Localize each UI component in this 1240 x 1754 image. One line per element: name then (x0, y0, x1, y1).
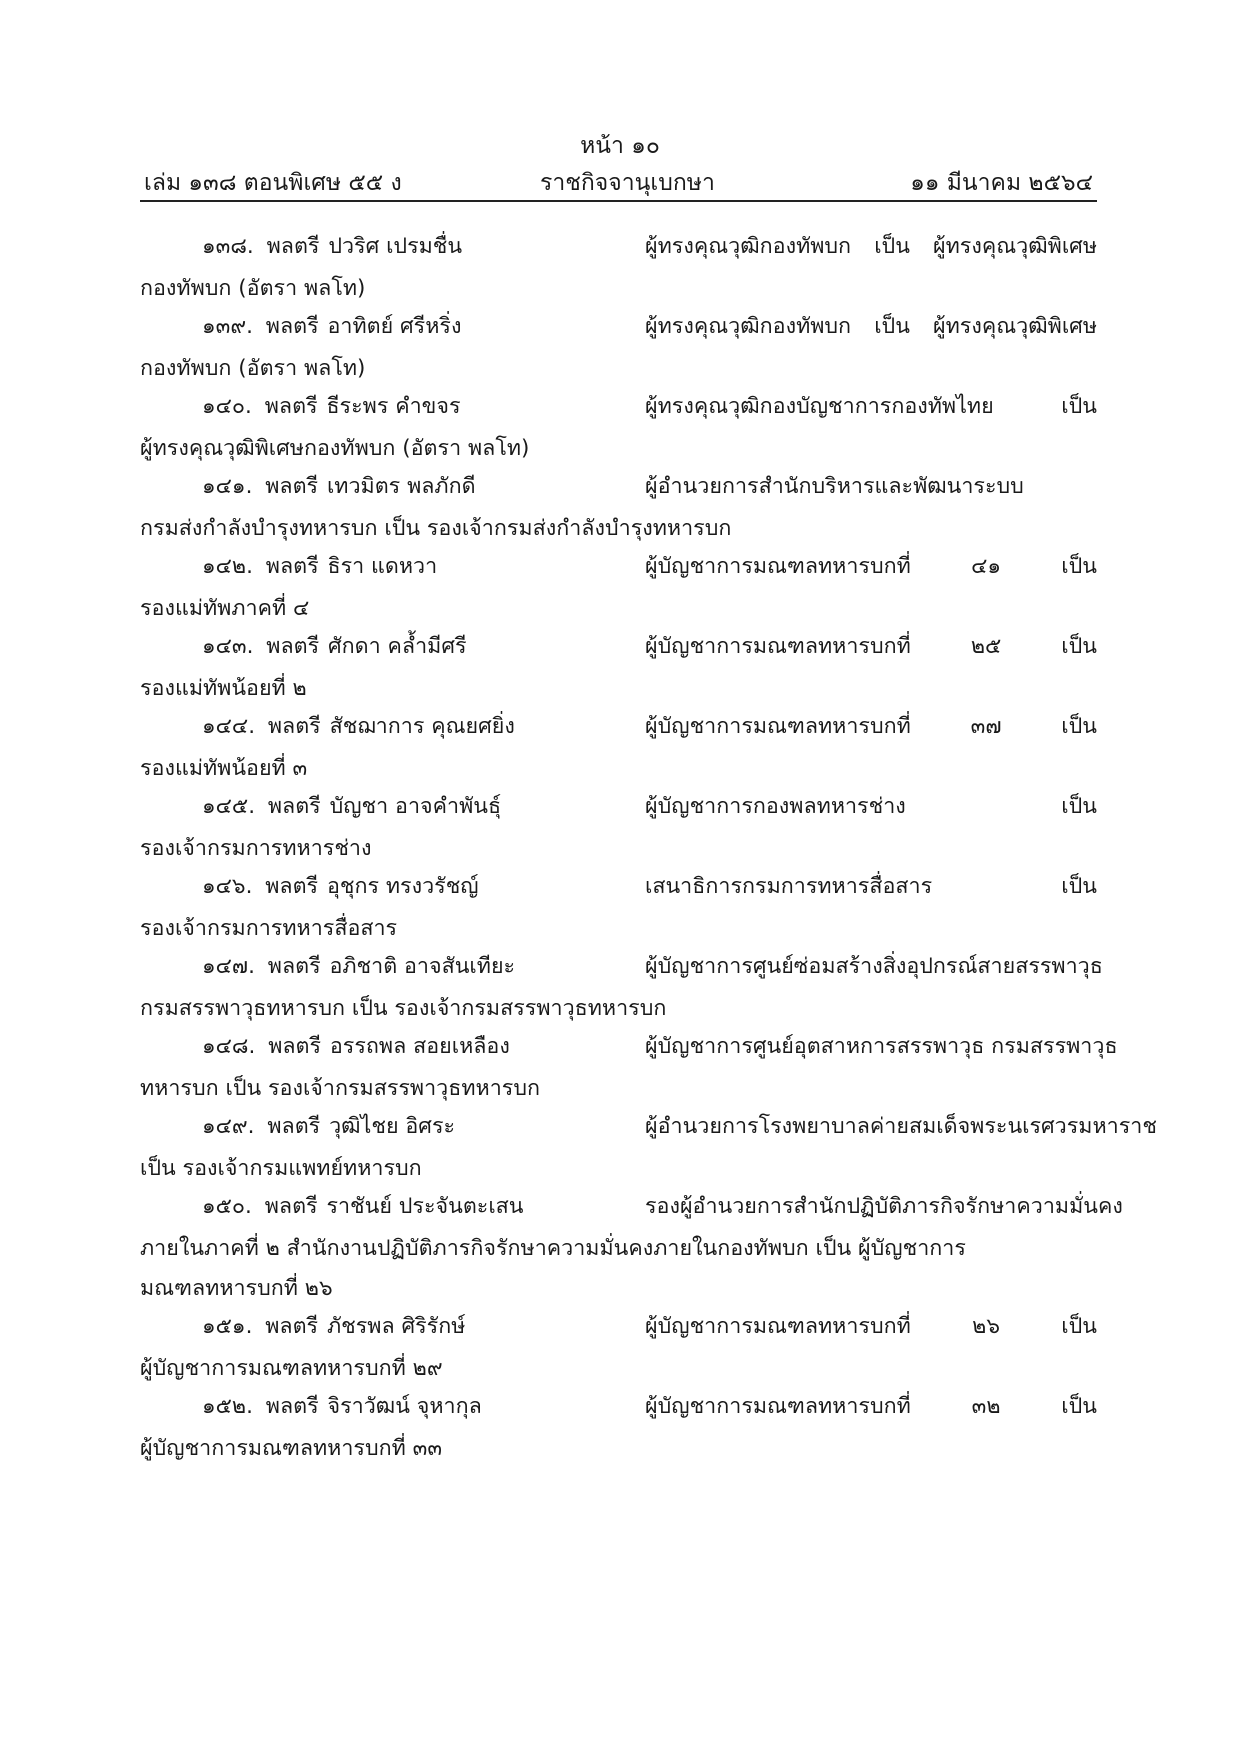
entry-number: ๑๓๘. (202, 234, 254, 259)
entry-person (202, 1109, 455, 1143)
entry-continuation: เป็น รองเจ้ากรมแพทย์ทหารบก (140, 1156, 422, 1181)
entry-rank: พลตรี (267, 1114, 321, 1139)
entry-person (202, 1029, 510, 1063)
entry-position: ผู้ทรงคุณวุฒิกองบัญชาการกองทัพไทย เป็น (645, 394, 1097, 419)
entry-position: ผู้บัญชาการกองพลทหารช่าง เป็น (645, 794, 1097, 819)
entry-continuation: กองทัพบก (อัตรา พลโท) (140, 356, 366, 381)
entry-first-line (140, 709, 1097, 749)
entry-rank: พลตรี (265, 874, 319, 899)
entry-person (202, 789, 501, 823)
entry-number: ๑๓๙. (202, 314, 253, 339)
entry-position: ผู้อำนวยการสำนักบริหารและพัฒนาระบบ (645, 474, 1024, 499)
header-divider (140, 200, 1097, 202)
entry-name: อุชุกร ทรงวรัชญ์ (326, 874, 479, 899)
entry-first-line (140, 229, 1097, 269)
entry-number: ๑๕๐. (202, 1194, 252, 1219)
entry-first-line (140, 789, 1097, 829)
appointment-entry (140, 629, 1097, 709)
entry-person (202, 869, 479, 903)
entry-rank: พลตรี (266, 234, 320, 259)
entry-position: ผู้ทรงคุณวุฒิกองทัพบก เป็น ผู้ทรงคุณวุฒิพิเศษ (645, 314, 1097, 339)
entry-first-line (140, 949, 1103, 989)
entry-rank: พลตรี (264, 1194, 318, 1219)
entry-person (202, 949, 515, 983)
entry-first-line (140, 869, 1097, 909)
entry-continuation: ผู้บัญชาการมณฑลทหารบกที่ ๒๙ (140, 1356, 443, 1381)
appointment-entry (140, 309, 1097, 389)
entry-position: เสนาธิการกรมการทหารสื่อสาร เป็น (645, 874, 1097, 899)
appointment-entry (140, 709, 1097, 789)
entry-continuation: ผู้ทรงคุณวุฒิพิเศษกองทัพบก (อัตรา พลโท) (140, 436, 530, 461)
entry-person (202, 709, 515, 743)
entry-name: ภัชรพล ศิริรักษ์ (326, 1314, 466, 1339)
entry-number: ๑๔๓. (202, 634, 254, 659)
entry-number: ๑๕๒. (202, 1394, 253, 1419)
entry-number: ๑๕๑. (202, 1314, 253, 1339)
appointment-entry (140, 789, 1097, 869)
entry-continuation: มณฑลทหารบกที่ ๒๖ (140, 1276, 333, 1301)
entry-person (202, 1309, 465, 1343)
entry-first-line (140, 1029, 1118, 1069)
entry-position: ผู้บัญชาการมณฑลทหารบกที่ ๒๕ เป็น (645, 634, 1097, 659)
entry-number: ๑๔๗. (202, 954, 255, 979)
entry-name: ศักดา คล้ำมีศรี (328, 634, 467, 659)
entry-position: ผู้บัญชาการมณฑลทหารบกที่ ๒๖ เป็น (645, 1314, 1097, 1339)
appointment-entry (140, 1389, 1097, 1469)
appointment-entry (140, 869, 1097, 949)
entry-name: สัชฌาการ คุณยศยิ่ง (329, 714, 515, 739)
volume-issue: เล่ม ๑๓๘ ตอนพิเศษ ๕๕ ง (144, 170, 402, 196)
entry-person (202, 469, 476, 503)
entry-person (202, 309, 461, 343)
entry-first-line (140, 1109, 1157, 1149)
entry-first-line (140, 469, 1097, 509)
entry-rank: พลตรี (265, 1394, 319, 1419)
entry-number: ๑๔๙. (202, 1114, 255, 1139)
entry-number: ๑๔๑. (202, 474, 253, 499)
entry-continuation: รองแม่ทัพภาคที่ ๔ (140, 596, 310, 621)
entry-position: ผู้อำนวยการโรงพยาบาลค่ายสมเด็จพระนเรศวรมหาราช (645, 1114, 1157, 1139)
appointment-entry (140, 229, 1097, 309)
entry-continuation: รองแม่ทัพน้อยที่ ๒ (140, 676, 307, 701)
entry-position: ผู้บัญชาการมณฑลทหารบกที่ ๓๒ เป็น (645, 1394, 1097, 1419)
entry-rank: พลตรี (265, 554, 319, 579)
entry-name: ธีระพร คำขจร (326, 394, 461, 419)
entry-person (202, 229, 462, 263)
entry-continuation: ภายในภาคที่ ๒ สำนักงานปฏิบัติภารกิจรักษาความมั่นคงภายในกองทัพบก เป็น ผู้บัญชาการ (140, 1236, 966, 1261)
entry-name: วุฒิไชย อิศระ (329, 1114, 456, 1139)
entry-name: อรรถพล สอยเหลือง (329, 1034, 510, 1059)
entry-person (202, 629, 467, 663)
entry-number: ๑๔๔. (202, 714, 256, 739)
appointment-entry (140, 469, 1097, 549)
entry-rank: พลตรี (265, 314, 319, 339)
publication-date: ๑๑ มีนาคม ๒๕๖๔ (910, 170, 1093, 196)
appointment-list (140, 229, 1157, 1469)
entry-number: ๑๔๘. (202, 1034, 256, 1059)
entry-continuation: รองเจ้ากรมการทหารสื่อสาร (140, 916, 398, 941)
entry-position: รองผู้อำนวยการสำนักปฏิบัติภารกิจรักษาความมั่นคง (645, 1194, 1123, 1219)
entry-rank: พลตรี (268, 1034, 322, 1059)
appointment-entry (140, 1029, 1118, 1109)
entry-name: อภิชาติ อาจสันเทียะ (329, 954, 516, 979)
entry-number: ๑๔๐. (202, 394, 252, 419)
entry-continuation: รองเจ้ากรมการทหารช่าง (140, 836, 372, 861)
appointment-entry (140, 1309, 1097, 1389)
entry-rank: พลตรี (264, 394, 318, 419)
entry-continuation: กรมส่งกำลังบำรุงทหารบก เป็น รองเจ้ากรมส่งกำลังบำรุงทหารบก (140, 516, 732, 541)
appointment-entry (140, 1189, 1123, 1309)
entry-first-line (140, 1389, 1097, 1429)
entry-first-line (140, 1309, 1097, 1349)
entry-rank: พลตรี (267, 954, 321, 979)
entry-name: ธิรา แดหวา (327, 554, 438, 579)
entry-continuation: ผู้บัญชาการมณฑลทหารบกที่ ๓๓ (140, 1436, 443, 1461)
entry-continuation: รองแม่ทัพน้อยที่ ๓ (140, 756, 308, 781)
gazette-title: ราชกิจจานุเบกษา (540, 170, 715, 196)
entry-rank: พลตรี (265, 474, 319, 499)
entry-position: ผู้บัญชาการมณฑลทหารบกที่ ๓๗ เป็น (645, 714, 1097, 739)
entry-rank: พลตรี (265, 1314, 319, 1339)
entry-person (202, 1189, 524, 1223)
entry-first-line (140, 309, 1097, 349)
entry-person (202, 389, 461, 423)
entry-name: ราชันย์ ประจันตะเสน (326, 1194, 524, 1219)
entry-position: ผู้บัญชาการศูนย์ซ่อมสร้างสิ่งอุปกรณ์สายสรรพาวุธ (645, 954, 1103, 979)
entry-continuation: ทหารบก เป็น รองเจ้ากรมสรรพาวุธทหารบก (140, 1076, 540, 1101)
entry-name: อาทิตย์ ศรีหริ่ง (327, 314, 462, 339)
entry-position: ผู้บัญชาการมณฑลทหารบกที่ ๔๑ เป็น (645, 554, 1097, 579)
appointment-entry (140, 549, 1097, 629)
entry-first-line (140, 389, 1097, 429)
entry-rank: พลตรี (267, 714, 321, 739)
entry-name: เทวมิตร พลภักดี (326, 474, 476, 499)
entry-rank: พลตรี (266, 634, 320, 659)
entry-name: ปวริศ เปรมชื่น (328, 234, 463, 259)
entry-number: ๑๔๒. (202, 554, 253, 579)
appointment-entry (140, 389, 1097, 469)
entry-continuation: กองทัพบก (อัตรา พลโท) (140, 276, 366, 301)
entry-name: บัญชา อาจคำพันธุ์ (329, 794, 502, 819)
page-number: หน้า ๑๐ (580, 133, 660, 159)
appointment-entry (140, 1109, 1157, 1189)
entry-continuation: กรมสรรพาวุธทหารบก เป็น รองเจ้ากรมสรรพาวุธทหารบก (140, 996, 667, 1021)
entry-first-line (140, 549, 1097, 589)
entry-position: ผู้บัญชาการศูนย์อุตสาหการสรรพาวุธ กรมสรรพาวุธ (645, 1034, 1118, 1059)
appointment-entry (140, 949, 1103, 1029)
entry-first-line (140, 629, 1097, 669)
entry-first-line (140, 1189, 1123, 1229)
entry-name: จิราวัฒน์ จุหากุล (327, 1394, 482, 1419)
entry-person (202, 1389, 482, 1423)
entry-number: ๑๔๕. (202, 794, 256, 819)
entry-rank: พลตรี (267, 794, 321, 819)
entry-position: ผู้ทรงคุณวุฒิกองทัพบก เป็น ผู้ทรงคุณวุฒิพิเศษ (645, 234, 1097, 259)
header-line (140, 165, 1095, 199)
entry-number: ๑๔๖. (202, 874, 253, 899)
entry-person (202, 549, 437, 583)
